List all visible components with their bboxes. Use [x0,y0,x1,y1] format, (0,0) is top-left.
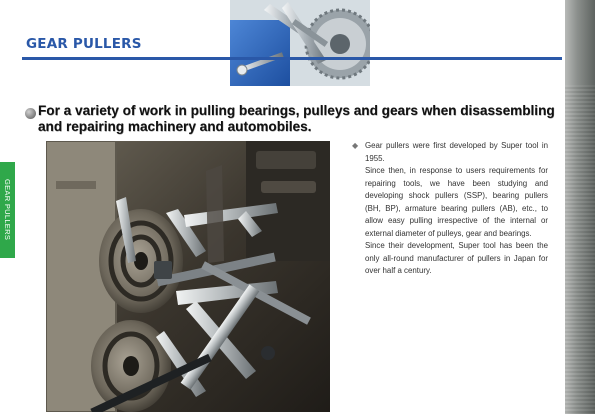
top-product-photo [230,0,370,86]
side-tab-label: GEAR PULLERS [3,179,12,241]
page-title: GEAR PULLERS [26,36,142,52]
headline: For a variety of work in pulling bearings, pulleys and gears when disassembling and repairing machinery and automobiles. [38,103,555,134]
header-rule [22,57,562,60]
main-product-photo [46,141,330,412]
gear-puller-closeup-image [230,0,370,86]
gear-pullers-in-use-image [46,141,330,412]
diamond-bullet-icon: ◆ [352,141,359,150]
body-paragraph-manufacturer: Since their development, Super tool has been the only all-round manufacturer of pullers in Japan for over half a century. [365,241,548,275]
edge-strip [565,0,595,414]
body-paragraph-history: Gear pullers were first developed by Super tool in 1955. [365,141,548,163]
bullet-icon [25,108,36,119]
body-paragraph-products: Since then, in response to users requirements for repairing tools, we have been studying and developing shock pullers (SSP), bearing pullers (BH, BP), armature bearing pullers (AB), etc., to allow easy pulling irrespective of the internal or external diameter of pulleys, gear and bearings. [365,166,548,238]
body-text [365,140,548,278]
